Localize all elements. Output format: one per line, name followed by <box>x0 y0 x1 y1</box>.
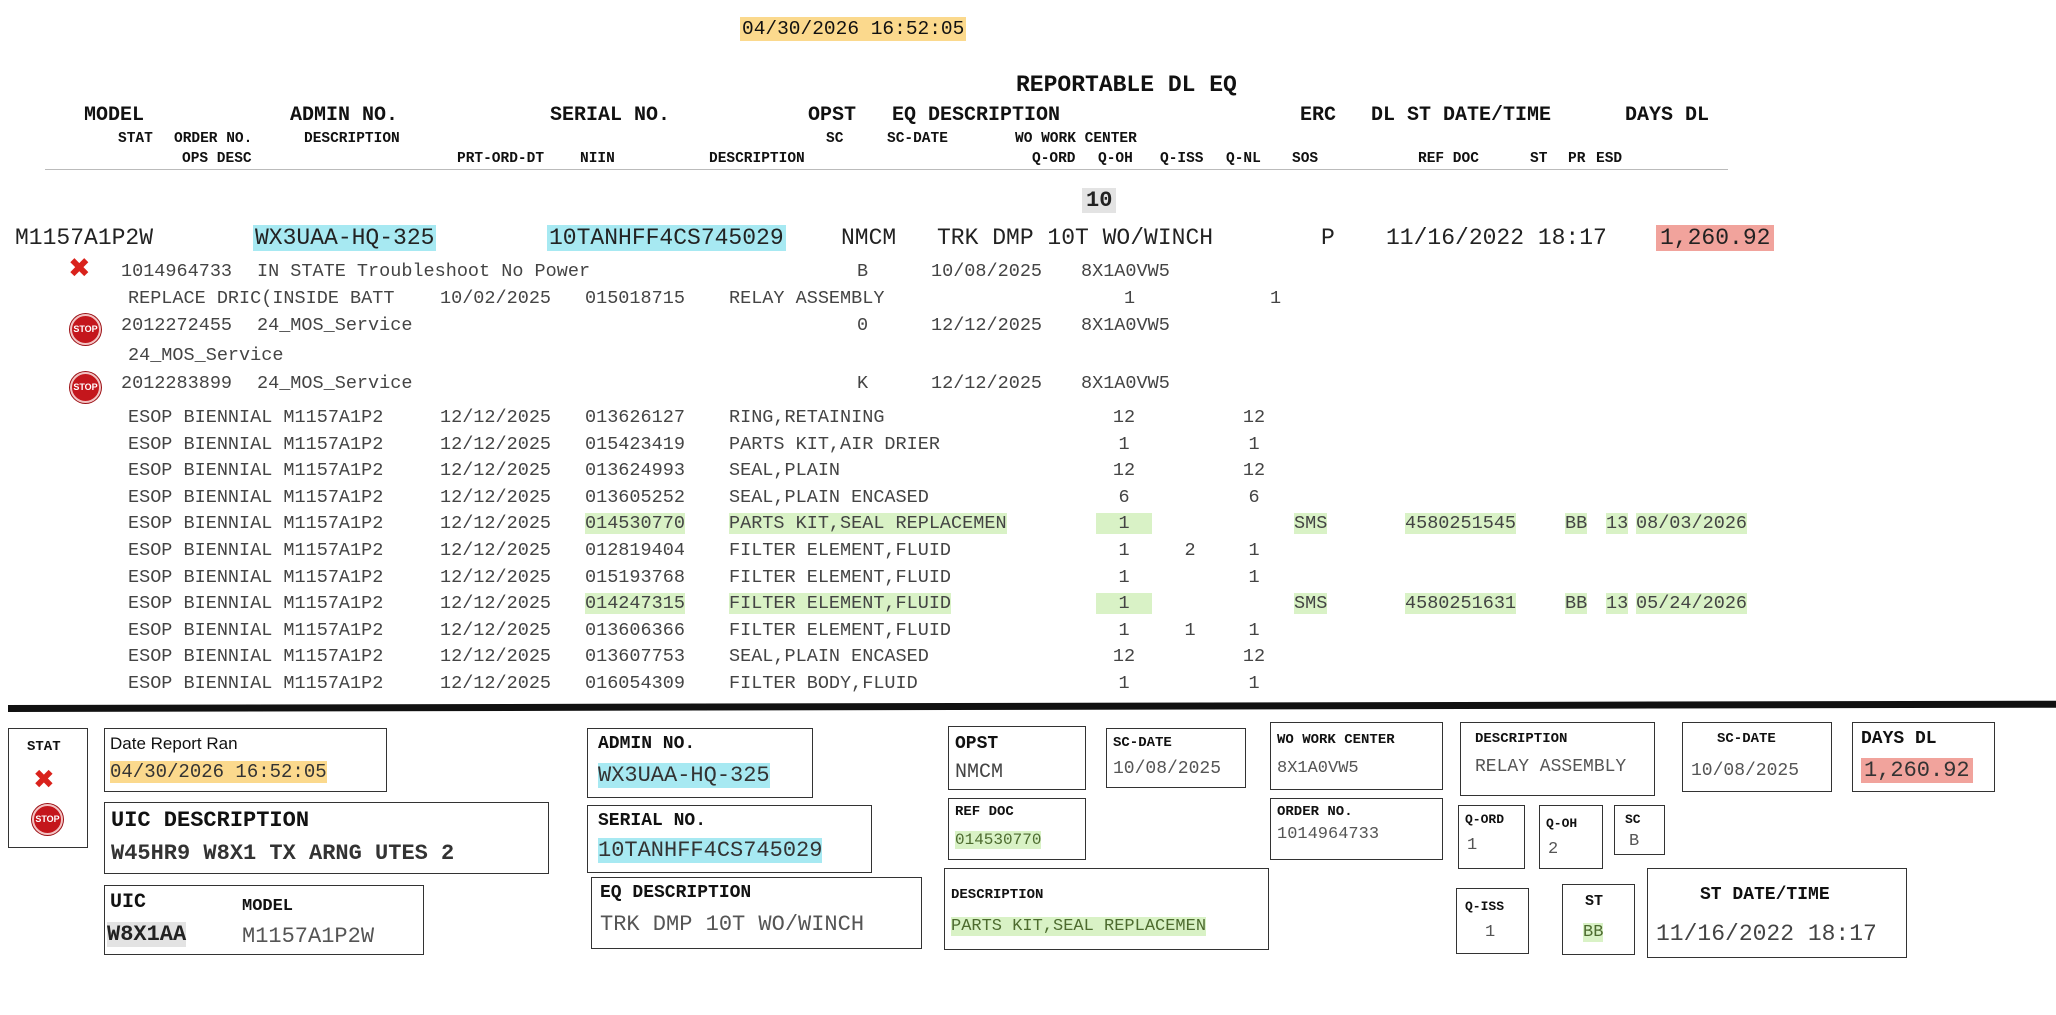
st-box <box>1562 884 1635 955</box>
col-eq-description: EQ DESCRIPTION <box>892 104 1061 127</box>
sc-date2-label: SC-DATE <box>1717 731 1776 747</box>
uic-description-box <box>104 802 549 874</box>
part-date: 12/12/2025 <box>440 486 552 508</box>
model-value: M1157A1P2W <box>242 924 375 949</box>
col-ref-doc: REF DOC <box>1418 151 1479 167</box>
part-niin: 015193768 <box>585 566 685 588</box>
order-description: 24_MOS_Service <box>257 373 413 394</box>
serial-no-value: 10TANHFF4CS745029 <box>598 838 823 863</box>
order-description: IN STATE Troubleshoot No Power <box>257 261 591 282</box>
sc-date-value: 10/08/2025 <box>1113 759 1222 779</box>
st-value: BB <box>1583 923 1604 942</box>
part-q-oh: 1 <box>1184 619 1196 641</box>
part-ref-doc: 4580251631 <box>1405 593 1517 615</box>
sc-date-label: SC-DATE <box>1113 735 1172 751</box>
part-niin: 013607753 <box>585 646 685 668</box>
part-ops-desc: ESOP BIENNIAL M1157A1P2 <box>128 593 384 615</box>
part-q-oh: 2 <box>1184 540 1196 561</box>
part-q-ord: 12 <box>1112 407 1136 428</box>
admin-no-box <box>587 728 813 798</box>
ref-doc-value: 014530770 <box>955 831 1042 849</box>
part-ops-desc: ESOP BIENNIAL M1157A1P2 <box>128 433 384 455</box>
model-label: MODEL <box>242 897 294 916</box>
part-q-nl: 1 <box>1248 566 1260 588</box>
part-niin: 016054309 <box>585 673 685 694</box>
relay-description-value: RELAY ASSEMBLY <box>1475 757 1627 777</box>
order-no: 2012272455 <box>121 315 233 336</box>
part-q-ord: 12 <box>1112 460 1136 482</box>
col-q-nl: Q-NL <box>1226 151 1261 167</box>
col-days-dl: DAYS DL <box>1625 104 1710 127</box>
q-iss-value: 1 <box>1485 923 1496 942</box>
admin-no-label: ADMIN NO. <box>598 734 696 754</box>
uic-model-box <box>104 885 424 955</box>
part-description: FILTER ELEMENT,FLUID <box>729 593 952 615</box>
order-description: 24_MOS_Service <box>257 315 413 336</box>
part-ops-desc: ESOP BIENNIAL M1157A1P2 <box>128 619 384 641</box>
x-icon: ✖ <box>68 253 91 284</box>
part-pr: 13 <box>1606 513 1629 535</box>
part-ops-desc: ESOP BIENNIAL M1157A1P2 <box>128 460 384 482</box>
order-no-label: ORDER NO. <box>1277 804 1353 820</box>
part-date: 12/12/2025 <box>440 460 552 482</box>
part-date: 12/12/2025 <box>440 540 552 561</box>
main-admin-no: WX3UAA-HQ-325 <box>255 225 435 251</box>
order-work-center: 8X1A0VW5 <box>1081 315 1170 336</box>
col-serial-no: SERIAL NO. <box>550 104 671 127</box>
q-oh-box <box>1539 805 1603 869</box>
serial-no-label: SERIAL NO. <box>598 811 707 831</box>
date-report-ran-value: 04/30/2026 16:52:05 <box>110 761 327 783</box>
stat-box <box>8 728 88 848</box>
sc-box <box>1614 805 1665 855</box>
q-ord-label: Q-ORD <box>1465 812 1505 827</box>
order-sc: B <box>857 261 869 282</box>
part-description-value: PARTS KIT,SEAL REPLACEMEN <box>951 917 1207 936</box>
part-ops-desc: ESOP BIENNIAL M1157A1P2 <box>128 673 384 694</box>
part-date: 12/12/2025 <box>440 593 552 615</box>
order-no-value: 1014964733 <box>1277 825 1380 844</box>
q-ord-value: 1 <box>1467 836 1478 855</box>
part-description: FILTER ELEMENT,FLUID <box>729 566 952 588</box>
main-eq-description: TRK DMP 10T WO/WINCH <box>937 225 1214 251</box>
part-niin: 013605252 <box>585 486 685 508</box>
part-description: RELAY ASSEMBLY <box>729 288 885 309</box>
st-date-time-box <box>1647 868 1907 958</box>
order-work-center: 8X1A0VW5 <box>1081 261 1170 282</box>
sc-date2-box <box>1682 722 1832 792</box>
part-q-nl: 1 <box>1248 619 1260 641</box>
main-opst: NMCM <box>841 225 897 251</box>
part-ops-desc: ESOP BIENNIAL M1157A1P2 <box>128 646 384 668</box>
part-description: SEAL,PLAIN ENCASED <box>729 486 929 508</box>
ref-doc-label: REF DOC <box>955 804 1014 820</box>
part-niin: 013606366 <box>585 619 685 641</box>
q-oh-value: 2 <box>1548 840 1559 859</box>
part-q-ord: 1 <box>1118 673 1130 694</box>
opst-label: OPST <box>955 734 999 754</box>
part-ops-desc: ESOP BIENNIAL M1157A1P2 <box>128 407 384 428</box>
part-date: 12/12/2025 <box>440 513 552 535</box>
part-description: PARTS KIT,SEAL REPLACEMEN <box>729 513 1007 535</box>
record-count: 10 <box>1082 188 1116 213</box>
order-sc-date: 12/12/2025 <box>931 373 1043 394</box>
part-description: PARTS KIT,AIR DRIER <box>729 433 940 455</box>
part-ref-doc: 4580251545 <box>1405 513 1517 535</box>
st-label: ST <box>1585 893 1604 910</box>
part-q-nl: 12 <box>1242 460 1266 482</box>
section-divider <box>8 701 2056 712</box>
part-q-ord: 1 <box>1096 513 1152 534</box>
part-description: SEAL,PLAIN <box>729 460 841 482</box>
stat-label: STAT <box>27 739 61 755</box>
col-st: ST <box>1530 151 1548 167</box>
part-q-ord: 1 <box>1124 288 1136 309</box>
q-iss-box <box>1456 888 1529 954</box>
opst-value: NMCM <box>955 761 1004 784</box>
relay-description-box <box>1460 722 1655 796</box>
x-icon: ✖ <box>33 765 55 795</box>
col-model: MODEL <box>84 104 145 127</box>
uic-value: W8X1AA <box>107 922 187 947</box>
part-q-ord: 6 <box>1118 486 1130 508</box>
part-niin: 014247315 <box>585 593 685 615</box>
relay-description-label: DESCRIPTION <box>1475 731 1568 747</box>
part-date: 10/02/2025 <box>440 288 552 309</box>
part-sos: SMS <box>1294 593 1328 615</box>
part-description: FILTER ELEMENT,FLUID <box>729 540 952 561</box>
col-ops-desc: OPS DESC <box>182 151 252 167</box>
part-ops-desc: 24_MOS_Service <box>128 345 284 366</box>
part-esd: 05/24/2026 <box>1636 593 1748 615</box>
admin-no-value: WX3UAA-HQ-325 <box>598 763 770 788</box>
order-sc-date: 12/12/2025 <box>931 315 1043 336</box>
part-q-ord: 1 <box>1118 433 1130 455</box>
part-ops-desc: ESOP BIENNIAL M1157A1P2 <box>128 513 384 535</box>
part-sos: SMS <box>1294 513 1328 535</box>
opst-box <box>948 726 1086 790</box>
q-ord-box <box>1458 805 1525 869</box>
part-esd: 08/03/2026 <box>1636 513 1748 535</box>
part-date: 12/12/2025 <box>440 673 552 694</box>
wo-work-center-value: 8X1A0VW5 <box>1277 759 1359 778</box>
part-st: BB <box>1565 513 1588 535</box>
order-sc-date: 10/08/2025 <box>931 261 1043 282</box>
part-q-nl: 1 <box>1248 433 1260 455</box>
part-date: 12/12/2025 <box>440 433 552 455</box>
report-timestamp: 04/30/2026 16:52:05 <box>742 18 965 40</box>
main-dl-st: 11/16/2022 18:17 <box>1386 225 1607 251</box>
order-no: 2012283899 <box>121 373 233 394</box>
part-niin: 015423419 <box>585 433 685 455</box>
part-q-ord: 1 <box>1118 566 1130 588</box>
stop-icon: STOP <box>70 372 101 403</box>
col-opst: OPST <box>808 104 857 127</box>
part-date: 12/12/2025 <box>440 407 552 428</box>
part-pr: 13 <box>1606 593 1629 615</box>
part-q-nl: 6 <box>1248 486 1260 508</box>
part-niin: 012819404 <box>585 540 685 561</box>
order-sc: K <box>857 373 869 394</box>
q-oh-label: Q-OH <box>1546 816 1578 831</box>
part-q-nl: 1 <box>1248 673 1260 694</box>
part-niin: 014530770 <box>585 513 685 535</box>
part-st: BB <box>1565 593 1588 615</box>
part-q-nl: 12 <box>1242 407 1266 428</box>
col-wo-work-center: WO WORK CENTER <box>1015 131 1137 147</box>
part-q-ord: 12 <box>1112 646 1136 668</box>
header-divider <box>45 169 1728 170</box>
order-no: 1014964733 <box>121 261 233 282</box>
col-sc: SC <box>826 131 844 147</box>
date-report-ran-label: Date Report Ran <box>110 734 238 753</box>
col-pr: PR <box>1568 151 1586 167</box>
part-niin: 015018715 <box>585 288 685 309</box>
part-q-ord: 1 <box>1118 540 1130 561</box>
eq-description-box <box>591 877 922 949</box>
main-days-dl: 1,260.92 <box>1656 225 1774 251</box>
col-admin-no: ADMIN NO. <box>290 104 399 127</box>
part-ops-desc: ESOP BIENNIAL M1157A1P2 <box>128 540 384 561</box>
col-sos: SOS <box>1292 151 1319 167</box>
main-model: M1157A1P2W <box>15 225 154 251</box>
part-date: 12/12/2025 <box>440 646 552 668</box>
stop-icon: STOP <box>70 314 101 345</box>
sc-date2-value: 10/08/2025 <box>1691 761 1800 781</box>
col-q-ord: Q-ORD <box>1032 151 1076 167</box>
part-description: SEAL,PLAIN ENCASED <box>729 646 929 668</box>
part-date: 12/12/2025 <box>440 566 552 588</box>
part-q-nl: 12 <box>1242 646 1266 668</box>
sc-value: B <box>1629 832 1640 851</box>
col-stat: STAT <box>118 131 153 147</box>
days-dl-label: DAYS DL <box>1861 729 1937 749</box>
uic-description-label: UIC DESCRIPTION <box>111 808 310 833</box>
col-sc-date: SC-DATE <box>887 131 948 147</box>
main-erc: P <box>1321 225 1335 251</box>
st-date-time-value: 11/16/2022 18:17 <box>1656 921 1877 947</box>
part-niin: 013624993 <box>585 460 685 482</box>
sc-date-box <box>1106 728 1246 788</box>
uic-label: UIC <box>110 891 147 914</box>
part-description: FILTER ELEMENT,FLUID <box>729 619 952 641</box>
part-description: FILTER BODY,FLUID <box>729 673 918 694</box>
part-q-nl: 1 <box>1270 288 1282 309</box>
date-report-ran-box <box>104 728 387 792</box>
col-q-iss: Q-ISS <box>1160 151 1204 167</box>
report-title: REPORTABLE DL EQ <box>1016 72 1237 98</box>
part-q-ord: 1 <box>1118 619 1130 641</box>
part-niin: 013626127 <box>585 407 685 428</box>
part-q-nl: 1 <box>1248 540 1260 561</box>
sc-label: SC <box>1625 812 1641 827</box>
col-q-oh: Q-OH <box>1098 151 1133 167</box>
order-sc: 0 <box>857 315 869 336</box>
wo-work-center-label: WO WORK CENTER <box>1277 732 1395 748</box>
part-date: 12/12/2025 <box>440 619 552 641</box>
main-serial-no: 10TANHFF4CS745029 <box>549 225 784 251</box>
order-work-center: 8X1A0VW5 <box>1081 373 1170 394</box>
part-ops-desc: ESOP BIENNIAL M1157A1P2 <box>128 486 384 508</box>
serial-no-box <box>587 805 872 873</box>
col-prt-ord-dt: PRT-ORD-DT <box>457 151 545 167</box>
eq-description-label: EQ DESCRIPTION <box>600 883 752 903</box>
eq-description-value: TRK DMP 10T WO/WINCH <box>600 912 865 937</box>
col-esd: ESD <box>1596 151 1623 167</box>
days-dl-box <box>1852 722 1995 792</box>
st-date-time-label: ST DATE/TIME <box>1700 885 1830 905</box>
part-description-label: DESCRIPTION <box>951 887 1044 903</box>
part-description-box <box>944 868 1269 950</box>
col-dl-st: DL ST DATE/TIME <box>1371 104 1552 127</box>
col-erc: ERC <box>1300 104 1337 127</box>
part-description: RING,RETAINING <box>729 407 885 428</box>
col-order-no: ORDER NO. <box>174 131 253 147</box>
order-no-box <box>1270 798 1443 860</box>
part-ops-desc: REPLACE DRIC(INSIDE BATT <box>128 288 395 309</box>
part-ops-desc: ESOP BIENNIAL M1157A1P2 <box>128 566 384 588</box>
wo-work-center-box <box>1270 722 1443 790</box>
ref-doc-box <box>948 798 1086 860</box>
stop-icon: STOP <box>32 804 63 835</box>
days-dl-value: 1,260.92 <box>1861 758 1973 783</box>
col-part-description: DESCRIPTION <box>709 151 805 167</box>
part-q-ord: 1 <box>1096 593 1152 614</box>
col-order-description: DESCRIPTION <box>304 131 400 147</box>
uic-description-value: W45HR9 W8X1 TX ARNG UTES 2 <box>111 841 455 866</box>
q-iss-label: Q-ISS <box>1465 899 1505 914</box>
col-niin: NIIN <box>580 151 615 167</box>
